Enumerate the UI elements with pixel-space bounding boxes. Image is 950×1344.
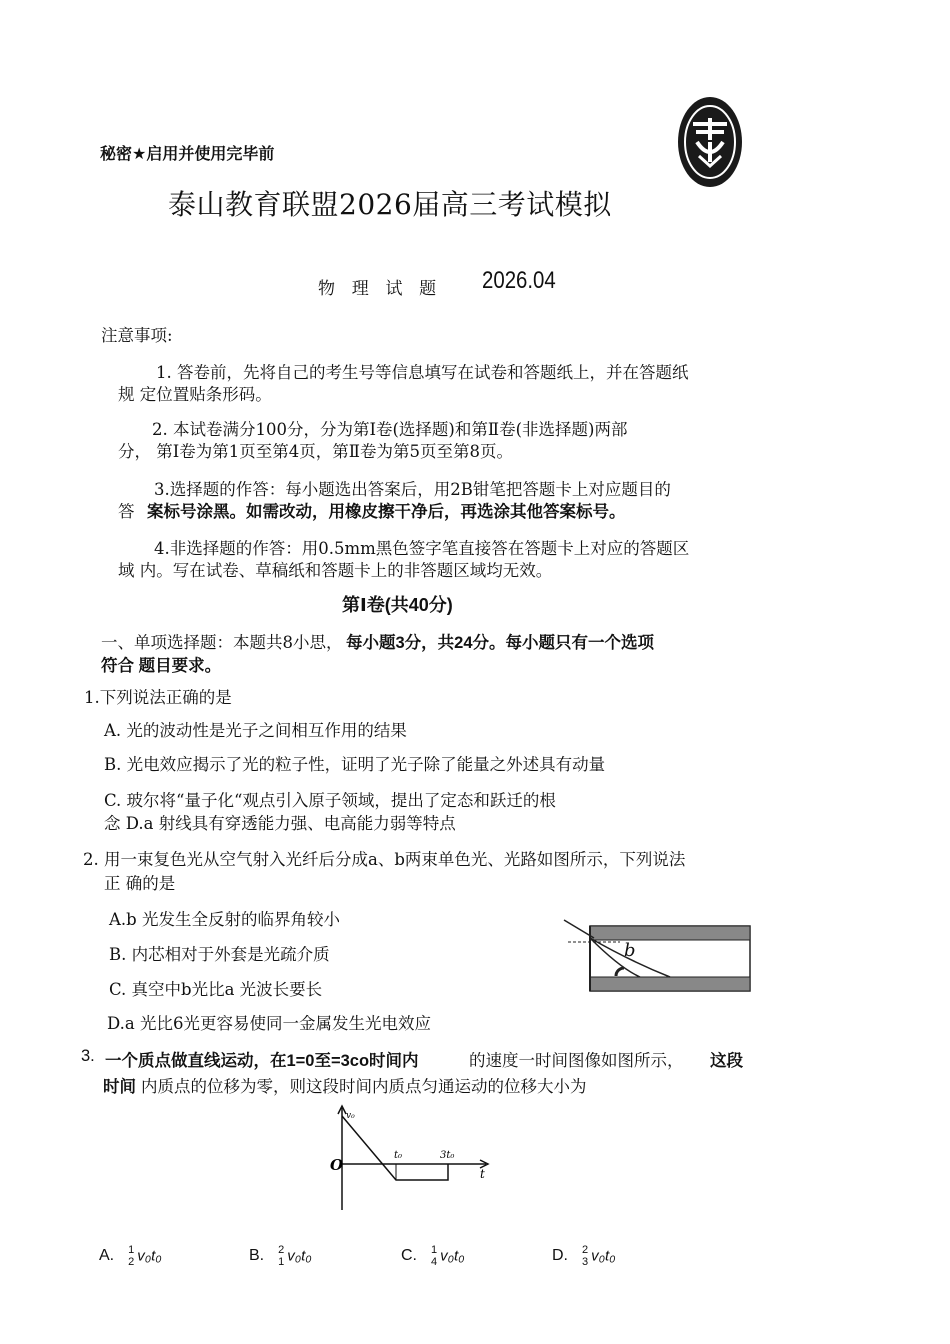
section-title: 第Ⅰ卷(共40分) — [342, 595, 453, 615]
q3-option-d: D. 2 3 v₀t₀ — [552, 1244, 616, 1268]
optical-fiber-figure — [560, 916, 752, 996]
q1-option-c: C. 玻尔将“量子化“观点引入原子领域，提出了定态和跃迁的根 — [104, 791, 556, 810]
q2-option-d: D.a 光比6光更容易使同一金属发生光电效应 — [107, 1014, 431, 1033]
notice-1-line1: 1. 答卷前，先将自己的考生号等信息填写在试卷和答题纸上，并在答题纸 — [156, 363, 689, 382]
fiber-b-label: b — [624, 940, 636, 961]
notice-heading: 注意事项: — [101, 326, 173, 345]
q3-number: 3. — [81, 1047, 95, 1065]
q1-option-b: B. 光电效应揭示了光的粒子性，证明了光子除了能量之外述具有动量 — [104, 755, 606, 774]
q3-stem-bold2: 这段 — [710, 1052, 743, 1070]
q3-option-a: A. 1 2 v₀t₀ — [99, 1244, 162, 1268]
q2-option-a: A.b 光发生全反射的临界角较小 — [109, 910, 340, 929]
exam-date: 2026.04 — [482, 267, 556, 294]
graph-v0-label: v₀ — [346, 1111, 355, 1121]
section-intro-b: 每小题3分，共24分。每小题只有一个选项 — [346, 634, 655, 652]
notice-2-line2: 分， 第Ⅰ卷为第1页至第4页，第Ⅱ卷为第5页至第8页。 — [118, 442, 513, 461]
q3-stem-bold: 一个质点做直线运动，在1=0至=3co时间内 — [105, 1052, 419, 1070]
graph-3t0-label: 3t₀ — [440, 1150, 455, 1161]
q2-option-c: C. 真空中b光比a 光波长要长 — [109, 980, 323, 999]
section-intro-c: 符合 题目要求。 — [101, 657, 222, 675]
notice-2-line1: 2. 本试卷满分100分，分为第Ⅰ卷(选择题)和第Ⅱ卷(非选择题)两部 — [152, 420, 628, 439]
q2-stem-line1: 2. 用一束复色光从空气射入光纤后分成a、b两束单色光、光路如图所示，下列说法 — [83, 850, 686, 869]
q1-stem: 1.下列说法正确的是 — [84, 688, 232, 707]
section-intro-a: 一、单项选择题：本题共8小思， — [101, 633, 343, 652]
velocity-time-graph — [320, 1100, 500, 1212]
q1-option-d: 念 D.a 射线具有穿透能力强、电高能力弱等特点 — [104, 814, 456, 833]
secret-label: 秘密★启用并使用完毕前 — [100, 146, 275, 163]
notice-3-line2b: 案标号涂黑。如需改动，用橡皮擦干净后，再选涂其他答案标号。 — [147, 503, 626, 521]
q3-stem2-bold: 时间 — [103, 1078, 136, 1096]
notice-4-line1: 4.非选择题的作答：用0.5mm黑色签字笔直接答在答题卡上对应的答题区 — [154, 539, 690, 558]
notice-3-line1: 3.选择题的作答：每小题选出答案后，用2B钳笔把答题卡上对应题目的 — [154, 480, 671, 499]
notice-1-line2: 规 定位置贴条形码。 — [118, 385, 272, 404]
subject-label: 物 理 试 题 — [318, 279, 443, 298]
page-title: 泰山教育联盟2026届高三考试模拟 — [168, 188, 612, 221]
q2-option-b: B. 内芯相对于外套是光疏介质 — [109, 945, 330, 964]
graph-t-axis-label: t — [480, 1167, 485, 1181]
notice-4-line2: 域 内。写在试卷、草稿纸和答题卡上的非答题区域均无效。 — [118, 561, 553, 580]
q1-option-a: A. 光的波动性是光子之间相互作用的结果 — [104, 721, 407, 740]
graph-t0-label: t₀ — [394, 1150, 403, 1161]
q3-stem2-normal: 内质点的位移为零，则这段时间内质点匀通运动的位移大小为 — [141, 1077, 587, 1096]
q3-option-c: C. 1 4 v₀t₀ — [401, 1244, 465, 1268]
q3-stem-normal: 的速度一时间图像如图所示， — [469, 1051, 684, 1070]
notice-3-line2a: 答 — [118, 502, 135, 521]
q3-option-b: B. 2 1 v₀t₀ — [249, 1244, 312, 1268]
graph-origin-label: O — [330, 1156, 344, 1174]
q2-stem-line2: 正 确的是 — [104, 874, 176, 893]
school-logo — [677, 96, 743, 188]
